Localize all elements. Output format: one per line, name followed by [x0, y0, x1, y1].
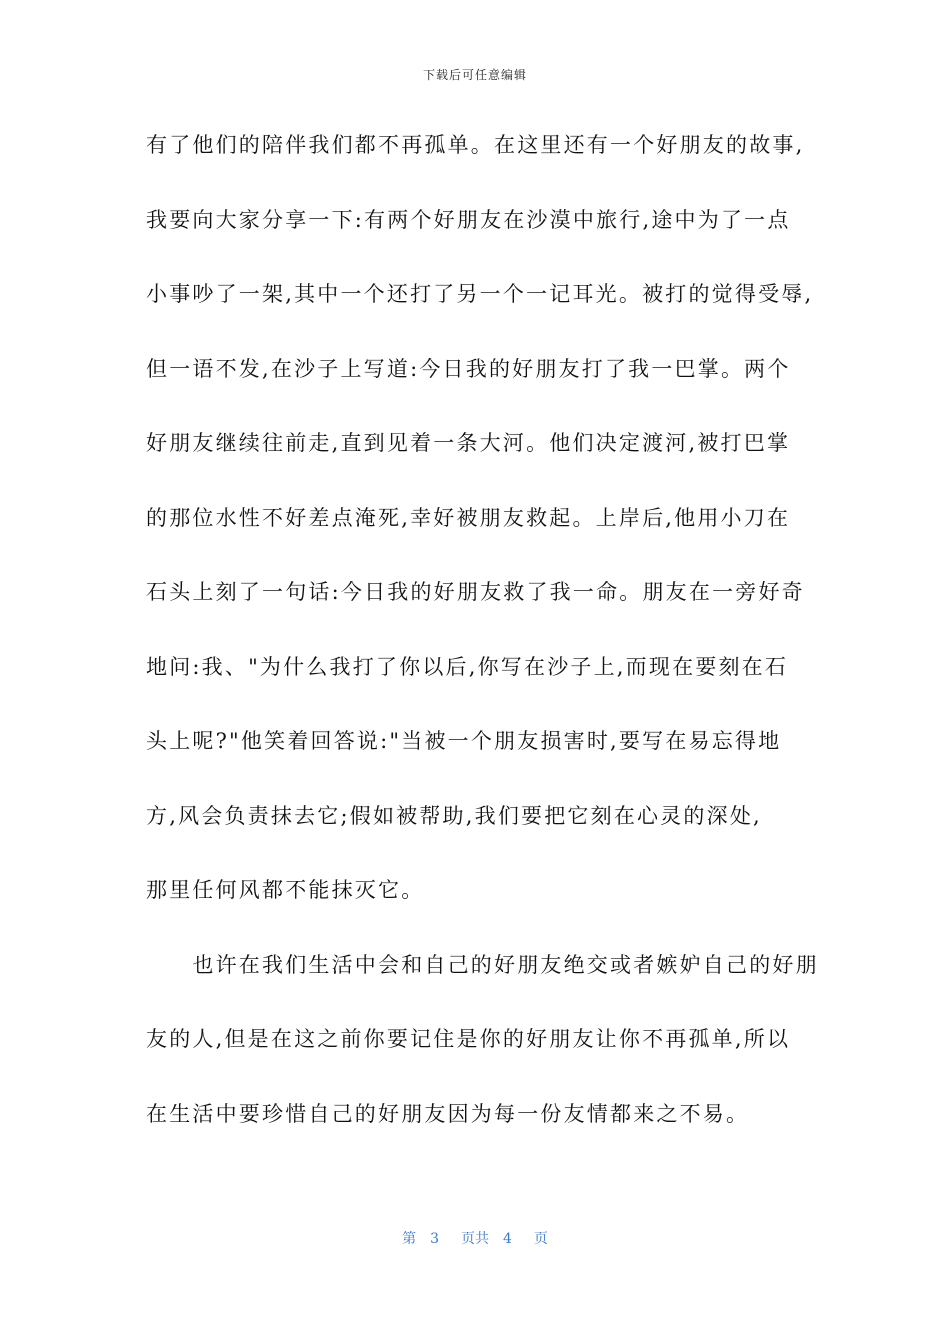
text-line: 石头上刻了一句话:今日我的好朋友救了我一命。朋友在一旁好奇	[146, 580, 805, 604]
text-line: 头上呢?"他笑着回答说:"当被一个朋友损害时,要写在易忘得地	[146, 729, 782, 753]
page-total: 4	[503, 1231, 512, 1247]
text-line: 好朋友继续往前走,直到见着一条大河。他们决定渡河,被打巴掌	[146, 431, 791, 455]
header-note: 下载后可任意编辑	[422, 68, 527, 82]
page-mid: 页共	[461, 1231, 489, 1247]
text-line: 在生活中要珍惜自己的好朋友因为每一份友情都来之不易。	[146, 1101, 750, 1126]
page-prefix: 第	[402, 1231, 417, 1247]
text-line: 方,风会负责抹去它;假如被帮助,我们要把它刻在心灵的深处,	[146, 803, 762, 828]
text-line: 那里任何风都不能抹灭它。	[146, 878, 425, 902]
text-line: 有了他们的陪伴我们都不再孤单。在这里还有一个好朋友的故事,	[146, 133, 805, 157]
text-line: 也许在我们生活中会和自己的好朋友绝交或者嫉妒自己的好朋	[146, 952, 819, 977]
text-line: 小事吵了一架,其中一个还打了另一个一记耳光。被打的觉得受辱,	[146, 282, 814, 306]
paragraph-2	[146, 938, 819, 1162]
text-line: 但一语不发,在沙子上写道:今日我的好朋友打了我一巴掌。两个	[146, 356, 791, 381]
page-suffix: 页	[533, 1231, 548, 1247]
text-line: 友的人,但是在这之前你要记住是你的好朋友让你不再孤单,所以	[146, 1027, 791, 1051]
text-line: 地问:我、"为什么我打了你以后,你写在沙子上,而现在要刻在石	[146, 654, 789, 679]
text-line: 我要向大家分享一下:有两个好朋友在沙漠中旅行,途中为了一点	[146, 207, 791, 232]
page-number-footer	[0, 1228, 950, 1248]
page-current: 3	[430, 1231, 439, 1247]
text-line: 的那位水性不好差点淹死,幸好被朋友救起。上岸后,他用小刀在	[146, 505, 791, 530]
document-body	[146, 118, 819, 1161]
paragraph-1	[146, 118, 814, 938]
